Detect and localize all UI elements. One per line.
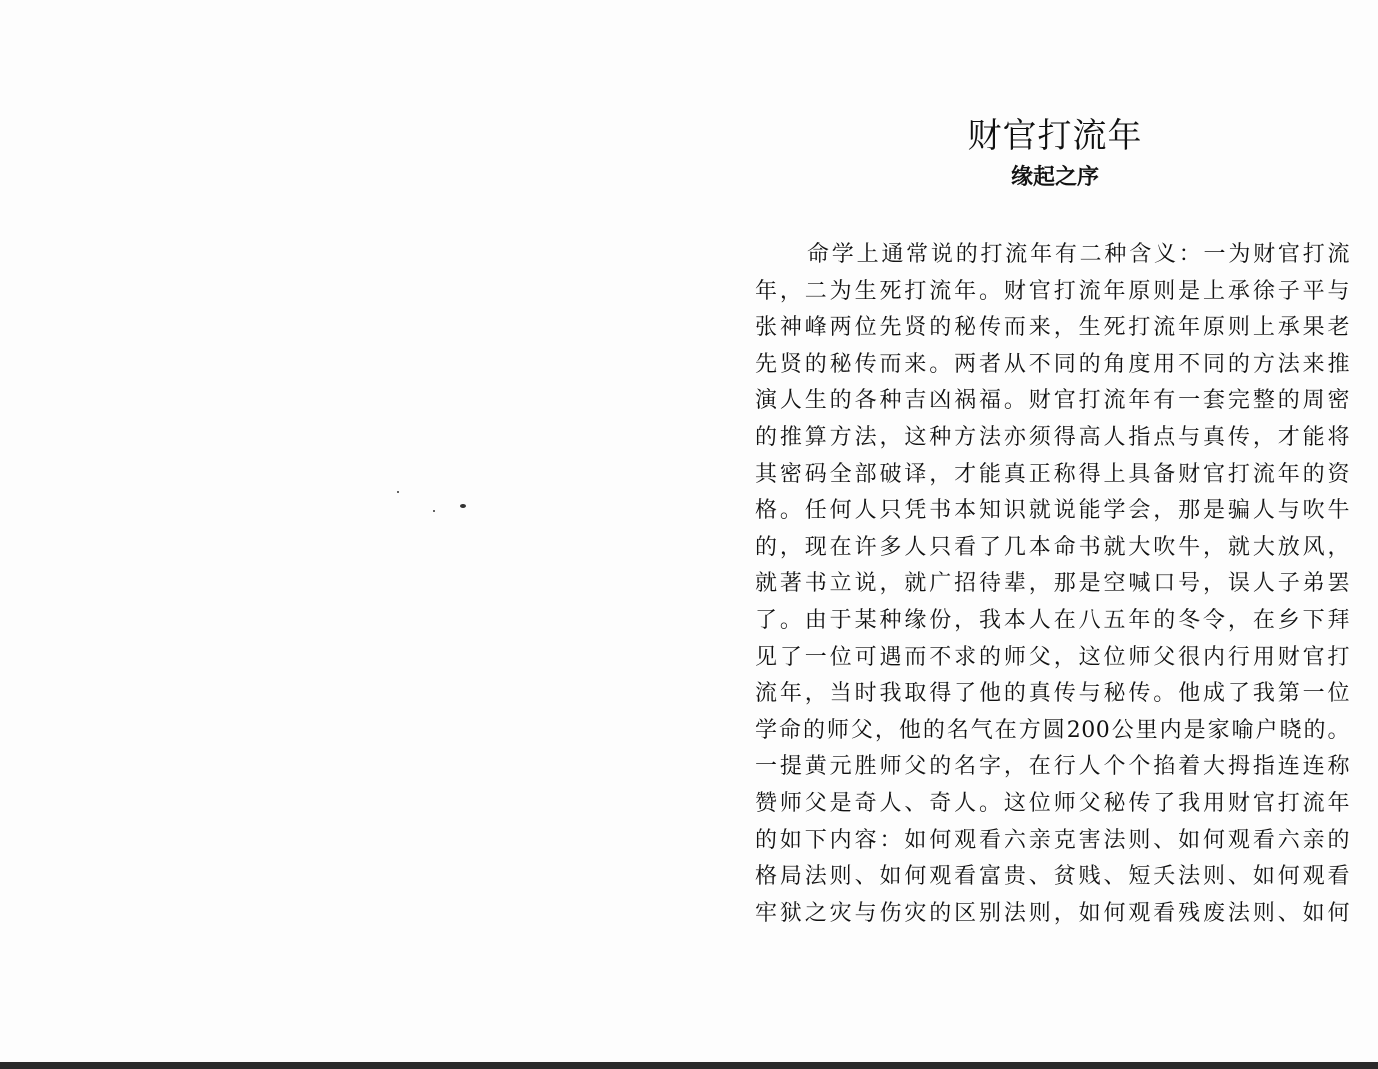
text-line: 张神峰两位先贤的秘传而来，生死打流年原则上承果老 (755, 315, 1350, 341)
text-line: 的推算方法，这种方法亦须得高人指点与真传，才能将 (755, 424, 1350, 450)
page-title: 财官打流年 (967, 116, 1143, 156)
text-line: 格局法则、如何观看富贵、贫贱、短夭法则、如何观看 (755, 864, 1350, 890)
body-text (755, 237, 1350, 932)
text-line: 年，二为生死打流年。财官打流年原则是上承徐子平与 (755, 278, 1350, 304)
scan-speck (397, 491, 399, 493)
text-line: 命学上通常说的打流年有二种含义：一为财官打流 (807, 242, 1350, 267)
text-line: 格。任何人只凭书本知识就说能学会，那是骗人与吹牛 (755, 498, 1350, 524)
text-line: 一提黄元胜师父的名字，在行人个个掐着大拇指连连称 (755, 754, 1350, 780)
right-page (700, 0, 1378, 1062)
page-subtitle: 缘起之序 (1010, 164, 1099, 190)
text-line: 流年，当时我取得了他的真传与秘传。他成了我第一位 (755, 681, 1350, 707)
scan-speck (433, 510, 435, 512)
text-line: 见了一位可遇而不求的师父，这位师父很内行用财官打 (755, 644, 1350, 670)
text-line: 的，现在许多人只看了几本命书就大吹牛，就大放风， (755, 534, 1350, 560)
scan-speck (460, 504, 466, 508)
text-line: 其密码全部破译，才能真正称得上具备财官打流年的资 (755, 461, 1350, 487)
text-line: 的如下内容：如何观看六亲克害法则、如何观看六亲的 (755, 827, 1350, 853)
bottom-edge-bar (0, 1062, 1378, 1069)
text-line: 就著书立说，就广招待辈，那是空喊口号，误人子弟罢 (755, 571, 1350, 597)
text-line: 牢狱之灾与伤灾的区别法则，如何观看残废法则、如何 (755, 900, 1350, 926)
text-line: 了。由于某种缘份，我本人在八五年的冬令，在乡下拜 (755, 607, 1350, 633)
text-line: 演人生的各种吉凶祸福。财官打流年有一套完整的周密 (755, 388, 1350, 414)
text-line: 先贤的秘传而来。两者从不同的角度用不同的方法来推 (755, 351, 1350, 377)
text-line: 赞师父是奇人、奇人。这位师父秘传了我用财官打流年 (755, 790, 1350, 816)
text-line: 学命的师父，他的名气在方圆200公里内是家喻户晓的。 (755, 717, 1350, 743)
